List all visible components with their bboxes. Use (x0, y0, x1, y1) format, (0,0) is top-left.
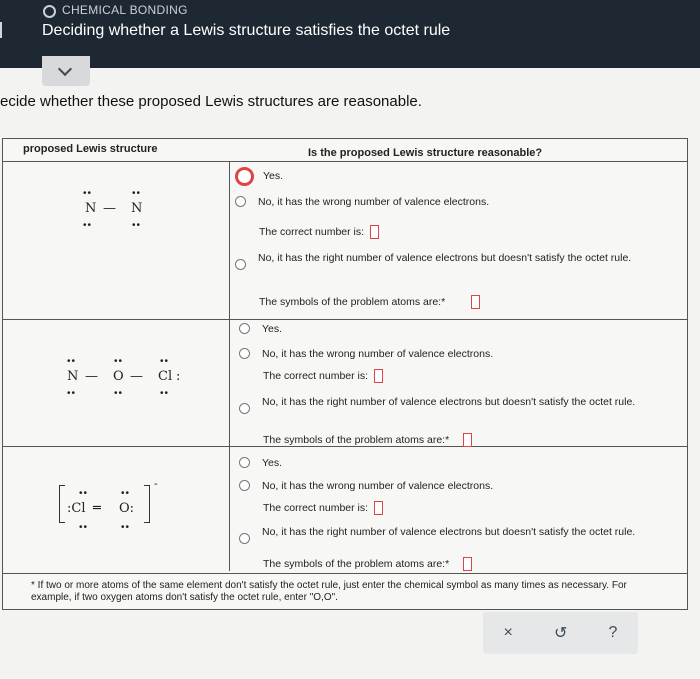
bracket-left (59, 485, 65, 523)
column-divider (229, 161, 230, 571)
option-yes[interactable]: Yes. (235, 169, 283, 186)
answer-input[interactable] (374, 369, 383, 383)
bracket-right (144, 485, 150, 523)
undo-button[interactable]: ↺ (554, 625, 568, 642)
answer-input[interactable] (463, 433, 472, 447)
chevron-down-icon (58, 62, 72, 76)
atom-n: N (131, 201, 143, 216)
col-header-structure: proposed Lewis structure (23, 143, 158, 155)
atom-o: O (113, 369, 124, 384)
answer-input[interactable] (463, 557, 472, 571)
correct-number-field: The correct number is: (263, 369, 383, 383)
atom-n: N (85, 201, 97, 216)
radio[interactable] (235, 259, 246, 270)
help-button[interactable]: ? (608, 624, 618, 641)
answer-input[interactable] (370, 225, 379, 239)
lewis-table: proposed Lewis structure Is the proposed Lewis structure reasonable? •• •• N — N •• •• Yes. No, it has the wrong number of valence electrons. The correct number is: No, it has the right number of valence electrons but doesn't satisfy the octet rule. The symbols of the problem atoms are:* •• •• •• N — O — Cl : •• •• •• Yes. No, it has the wrong number of valence electrons. The correct number is: No, it has the right number of valence electrons but doesn't satisfy the octet rule. The symbols of the problem atoms are:* •• •• :Cl ═ O: •• •• - Yes. No, it has the wrong number of valence electrons. The correct number is: No, it has the right number of valence electrons but doesn't satisfy the octet rule. The symbols of the problem atoms are:* * If two or more atoms of the same element don't satisfy the octet rule, just enter the chemical symbol as many times as necessary. For example, if two oxygen atoms don't satisfy the octet rule, enter "O,O". (2, 138, 688, 610)
radio[interactable] (239, 533, 250, 544)
menu-edge-icon[interactable] (0, 22, 5, 38)
option-yes[interactable]: Yes. (239, 322, 282, 336)
row-divider (3, 319, 687, 320)
atom-n: N (67, 369, 79, 384)
problem-atoms-field: The symbols of the problem atoms are:* (263, 433, 472, 447)
atom-o: O: (119, 501, 135, 516)
answer-input[interactable] (471, 295, 480, 309)
atom-cl: Cl (158, 369, 173, 384)
topic-circle-icon (43, 5, 56, 18)
header-divider (3, 161, 687, 162)
radio[interactable] (239, 457, 250, 468)
clear-button[interactable]: × (503, 624, 513, 641)
correct-number-field: The correct number is: (263, 501, 383, 515)
app-header (0, 0, 700, 68)
option-octet-fail[interactable]: No, it has the right number of valence electrons but doesn't satisfy the octet rule. (235, 251, 665, 270)
page-title: Deciding whether a Lewis structure satisfies the octet rule (42, 22, 451, 39)
charge-label: - (154, 477, 158, 490)
radio-selected[interactable] (235, 167, 254, 186)
col-header-reasonable: Is the proposed Lewis structure reasonable? (308, 147, 543, 159)
correct-number-field: The correct number is: (259, 225, 379, 239)
radio[interactable] (239, 348, 250, 359)
radio[interactable] (235, 196, 246, 207)
footnote: * If two or more atoms of the same element don't satisfy the octet rule, just enter the chemical symbol as many times as necessary. For example, if two oxygen atoms don't satisfy the octet rule, enter "O,O". (3, 573, 687, 609)
option-wrong-count[interactable]: No, it has the wrong number of valence electrons. (239, 479, 493, 493)
option-wrong-count[interactable]: No, it has the wrong number of valence electrons. (235, 195, 489, 209)
topic-label: CHEMICAL BONDING (62, 3, 188, 17)
radio[interactable] (239, 480, 250, 491)
option-octet-fail[interactable]: No, it has the right number of valence electrons but doesn't satisfy the octet rule. (239, 525, 669, 544)
answer-input[interactable] (374, 501, 383, 515)
problem-atoms-field: The symbols of the problem atoms are:* (259, 295, 480, 309)
radio[interactable] (239, 323, 250, 334)
option-octet-fail[interactable]: No, it has the right number of valence electrons but doesn't satisfy the octet rule. (239, 395, 669, 414)
problem-atoms-field: The symbols of the problem atoms are:* (263, 557, 472, 571)
option-wrong-count[interactable]: No, it has the wrong number of valence electrons. (239, 347, 493, 361)
action-bar (483, 612, 638, 654)
option-yes[interactable]: Yes. (239, 456, 282, 470)
radio[interactable] (239, 403, 250, 414)
instruction-text: ecide whether these proposed Lewis structures are reasonable. (0, 93, 422, 110)
atom-cl: :Cl (67, 501, 86, 516)
collapse-button[interactable] (42, 56, 90, 86)
